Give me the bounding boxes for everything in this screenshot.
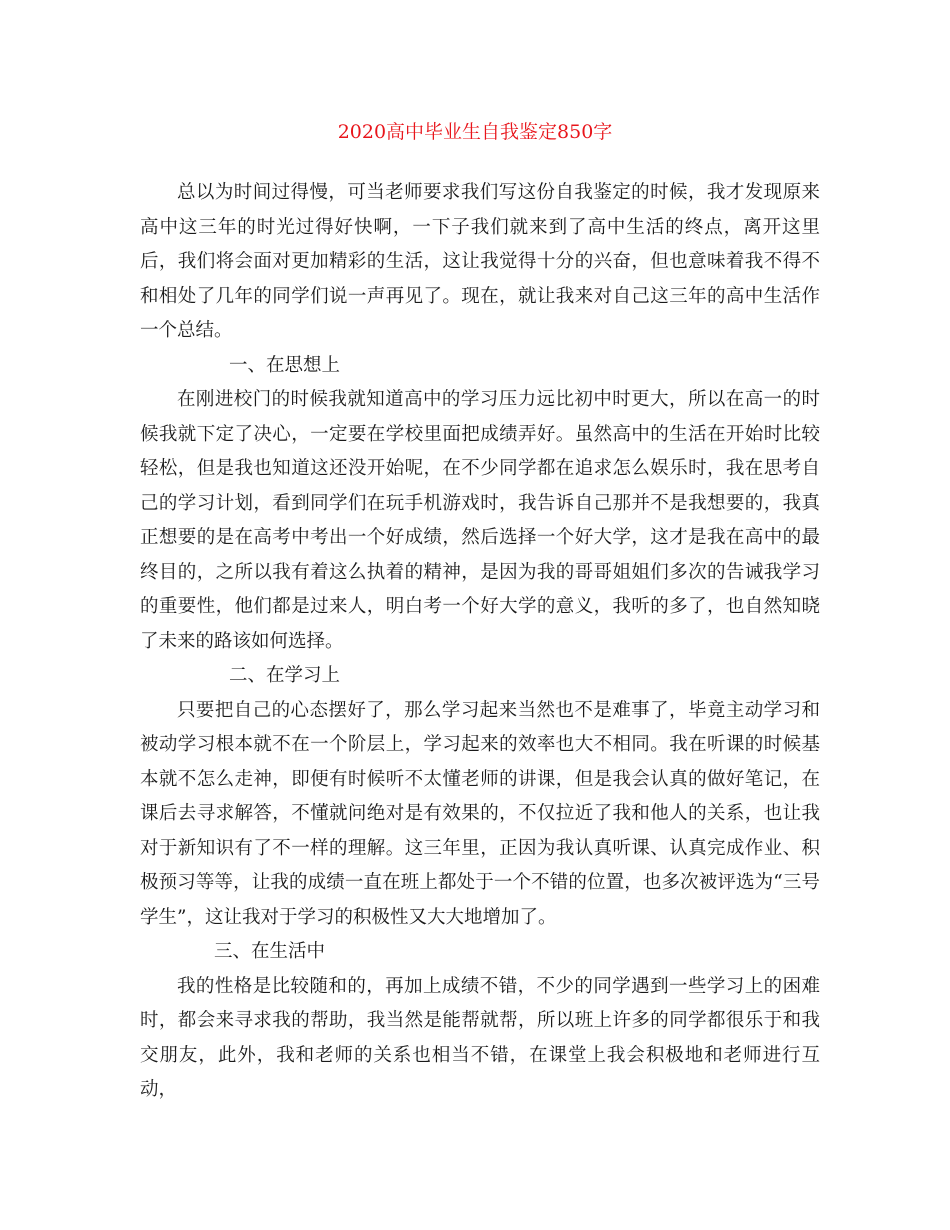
paragraph-life: 我的性格是比较随和的，再加上成绩不错，不少的同学遇到一些学习上的困难时，都会来寻求我的帮助，我当然是能帮就帮，所以班上许多的同学都很乐于和我交朋友，此外，我和老师的关系也相当不错，在课堂上我会积极地和老师进行互动， — [140, 975, 820, 1100]
section-heading-life: 三、在生活中 — [214, 941, 326, 962]
document-title: 2020高中毕业生自我鉴定850字 — [337, 121, 613, 143]
document-body — [140, 176, 820, 1108]
paragraph-thought: 在刚进校门的时候我就知道高中的学习压力远比初中时更大，所以在高一的时候我就下定了决心，一定要在学校里面把成绩弄好。虽然高中的生活在开始时比较轻松，但是我也知道这还没开始呢，在不少同学都在追求怎么娱乐时，我在思考自己的学习计划，看到同学们在玩手机游戏时，我告诉自己那并不是我想要的，我真正想要的是在高考中考出一个好成绩，然后选择一个好大学，这才是我在高中的最终目的，之所以我有着这么执着的精神，是因为我的哥哥姐姐们多次的告诫我学习的重要性，他们都是过来人，明白考一个好大学的意义，我听的多了，也自然知晓了未来的路该如何选择。 — [140, 389, 820, 652]
section-heading-study: 二、在学习上 — [229, 665, 341, 686]
section-heading-thought: 一、在思想上 — [229, 354, 341, 376]
paragraph-intro: 总以为时间过得慢，可当老师要求我们写这份自我鉴定的时候，我才发现原来高中这三年的时光过得好快啊，一下子我们就来到了高中生活的终点，离开这里后，我们将会面对更加精彩的生活，这让我觉得十分的兴奋，但也意味着我不得不和相处了几年的同学们说一声再见了。现在，就让我来对自己这三年的高中生活作一个总结。 — [140, 182, 820, 341]
paragraph-study: 只要把自己的心态摆好了，那么学习起来当然也不是难事了，毕竟主动学习和被动学习根本就不在一个阶层上，学习起来的效率也大不相同。我在听课的时候基本就不怎么走神，即便有时候听不太懂老师的讲课，但是我会认真的做好笔记，在课后去寻求解答，不懂就问绝对是有效果的，不仅拉近了我和他人的关系，也让我对于新知识有了不一样的理解。这三年里，正因为我认真听课、认真完成作业、积极预习等等，让我的成绩一直在班上都处于一个不错的位置，也多次被评选为“三号学生”，这让我对于学习的积极性又大大地增加了。 — [140, 699, 820, 928]
